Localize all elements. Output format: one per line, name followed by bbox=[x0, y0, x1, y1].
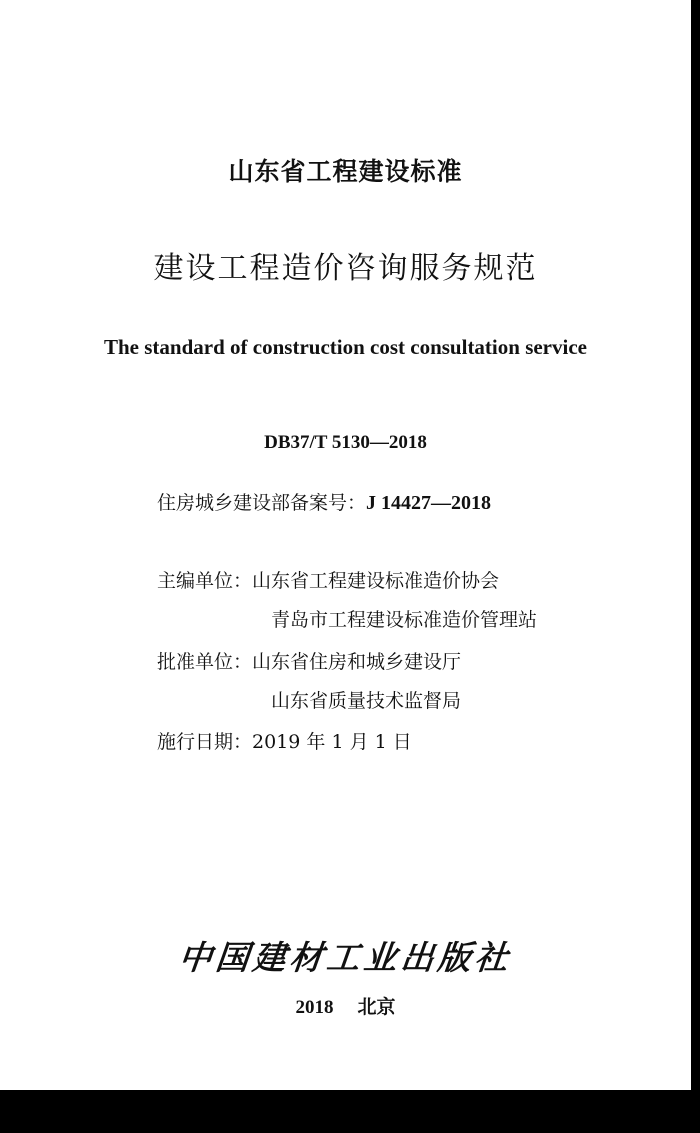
chief-editor-label: 主编单位： bbox=[157, 570, 253, 592]
approver-unit-2: 山东省质量技术监督局 bbox=[271, 690, 462, 712]
scan-border-bottom bbox=[0, 1090, 700, 1133]
title-chinese: 建设工程造价咨询服务规范 bbox=[153, 251, 538, 286]
effective-date-line bbox=[157, 727, 412, 754]
record-number: J 14427—2018 bbox=[366, 492, 492, 514]
chief-editor-unit-2: 青岛市工程建设标准造价管理站 bbox=[271, 609, 538, 631]
chief-editor-line-1 bbox=[157, 566, 499, 593]
record-number-line bbox=[157, 488, 491, 515]
publication-info bbox=[0, 992, 691, 1019]
chief-editor-unit-1: 山东省工程建设标准造价协会 bbox=[252, 570, 500, 592]
publication-year: 2018 bbox=[295, 997, 334, 1018]
scan-border-right bbox=[691, 0, 700, 1090]
approver-label: 批准单位： bbox=[157, 651, 253, 673]
effective-date-value: 2019 年 1 月 1 日 bbox=[252, 731, 412, 753]
publisher-name: 中国建材工业出版社 bbox=[176, 938, 514, 977]
publication-city: 北京 bbox=[357, 996, 396, 1018]
approver-line-1 bbox=[157, 647, 461, 674]
record-label: 住房城乡建设部备案号： bbox=[157, 492, 367, 514]
standard-code: DB37/T 5130—2018 bbox=[264, 432, 427, 453]
effective-date-label: 施行日期： bbox=[157, 731, 253, 753]
approver-unit-1: 山东省住房和城乡建设厅 bbox=[252, 651, 462, 673]
title-english: The standard of construction cost consultation service bbox=[104, 335, 587, 359]
series-title: 山东省工程建设标准 bbox=[228, 157, 463, 186]
